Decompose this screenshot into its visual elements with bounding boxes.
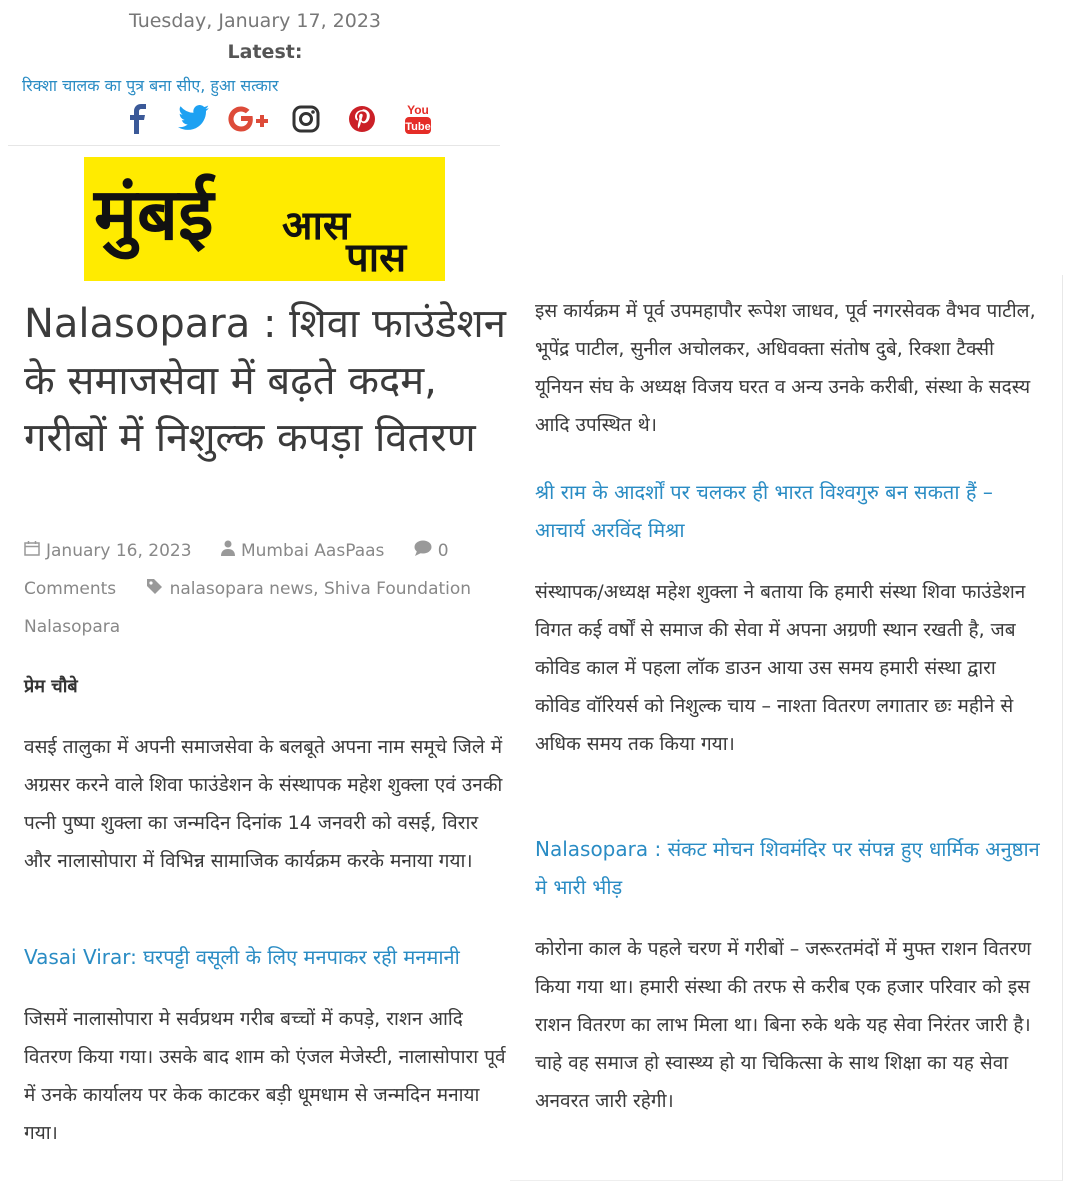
tag-nalasopara[interactable]: Nalasopara xyxy=(24,617,121,637)
site-logo[interactable] xyxy=(84,157,445,281)
svg-text:You: You xyxy=(407,103,429,117)
related-link-2[interactable]: श्री राम के आदर्शों पर चलकर ही भारत विश्वगुरु बन सकता हैं – आचार्य अरविंद मिश्रा xyxy=(535,480,993,542)
instagram-icon[interactable] xyxy=(278,100,334,138)
comments-label-link[interactable]: Comments xyxy=(24,579,117,599)
latest-label: Latest: xyxy=(227,41,303,63)
tag-icon xyxy=(146,570,164,608)
pinterest-icon[interactable] xyxy=(334,100,390,138)
svg-text:आस: आस xyxy=(282,203,350,249)
comments-count-link[interactable]: 0 xyxy=(437,541,449,561)
comment-icon xyxy=(414,532,432,570)
youtube-icon[interactable] xyxy=(390,100,446,138)
article-author-link[interactable]: Mumbai AasPaas xyxy=(240,541,385,561)
article-date-link[interactable]: January 16, 2023 xyxy=(46,541,192,561)
article-paragraph-2: जिसमें नालासोपारा मे सर्वप्रथम गरीब बच्चों में कपड़े, राशन आदि वितरण किया गया। उसके बाद शाम को एंजल मेजेस्टी, नालासोपारा पूर्व में उनके कार्यालय पर केक काटकर बड़ी धूमधाम से जन्मदिन मनाया गया। xyxy=(24,1008,506,1144)
tag-nalasopara-news[interactable]: nalasopara news xyxy=(169,579,314,599)
twitter-icon[interactable] xyxy=(166,100,222,138)
latest-headline-link[interactable]: रिक्शा चालक का पुत्र बना सीए, हुआ सत्कार xyxy=(22,76,279,95)
article-paragraph-5: कोरोना काल के पहले चरण में गरीबों – जरूरतमंदों में मुफ्त राशन वितरण किया गया था। हमारी संस्था की तरफ से करीब एक हजार परिवार को इस राशन वितरण का लाभ मिला था। बिना रुके थके यह सेवा निरंतर जारी है। चाहे वह समाज हो स्वास्थ्य हो या चिकित्सा के साथ शिक्षा का यह सेवा अनवरत जारी रहेगी। xyxy=(535,938,1032,1112)
article-paragraph-3: इस कार्यक्रम में पूर्व उपमहापौर रूपेश जाधव, पूर्व नगरसेवक वैभव पाटील, भूपेंद्र पाटील, सुनील अचोलकर, अधिवक्ता संतोष दुबे, रिक्शा टैक्सी यूनियन संघ के अध्यक्ष विजय घरत व अन्य उनके करीबी, संस्था के सदस्य आदि उपस्थित थे। xyxy=(535,300,1036,436)
google-plus-icon[interactable] xyxy=(222,100,278,138)
svg-text:मुंबई: मुंबई xyxy=(94,172,214,256)
user-icon xyxy=(221,532,235,570)
article-paragraph-4: संस्थापक/अध्यक्ष महेश शुक्ला ने बताया कि हमारी संस्था शिवा फाउंडेशन विगत कई वर्षों से समाज की सेवा में अपना अग्रणी स्थान रखती है, जब कोविड काल में पहला लॉक डाउन आया उस समय हमारी संस्था द्वारा कोविड वॉरियर्स को निशुल्क चाय – नाश्ता वितरण लगातार छः महीने से अधिक समय तक किया गया। xyxy=(535,581,1026,755)
article-title: Nalasopara : शिवा फाउंडेशन के समाजसेवा में बढ़ते कदम, गरीबों में निशुल्क कपड़ा वितरण xyxy=(24,301,506,461)
article-meta: January 16, 2023 Mumbai AasPaas 0 Comments nalasopara news, Shiva Foundation Nalasopara xyxy=(24,532,504,646)
facebook-icon[interactable] xyxy=(110,100,166,138)
svg-text:Tube: Tube xyxy=(405,121,431,133)
header-divider xyxy=(8,145,500,146)
calendar-icon xyxy=(24,532,40,570)
article-paragraph-1: वसई तालुका में अपनी समाजसेवा के बलबूते अपना नाम समूचे जिले में अग्रसर करने वाले शिवा फाउंडेशन के संस्थापक महेश शुक्ला एवं उनकी पत्नी पुष्पा शुक्ला का जन्मदिन दिनांक 14 जनवरी को वसई, विरार और नालासोपारा में विभिन्न सामाजिक कार्यक्रम करके मनाया गया। xyxy=(24,736,503,872)
header-date: Tuesday, January 17, 2023 xyxy=(128,10,382,32)
social-icons xyxy=(110,100,446,138)
left-panel xyxy=(0,0,510,1201)
tag-shiva-foundation[interactable]: Shiva Foundation xyxy=(323,579,472,599)
svg-text:पास: पास xyxy=(346,235,407,281)
related-link-1[interactable]: Vasai Virar: घरपट्टी वसूली के लिए मनपाकर रही मनमानी xyxy=(24,945,460,969)
right-panel xyxy=(510,275,1063,1181)
related-link-3[interactable]: Nalasopara : संकट मोचन शिवमंदिर पर संपन्न हुए धार्मिक अनुष्ठान मे भारी भीड़ xyxy=(535,837,1040,899)
article-author: प्रेम चौबे xyxy=(24,676,78,697)
